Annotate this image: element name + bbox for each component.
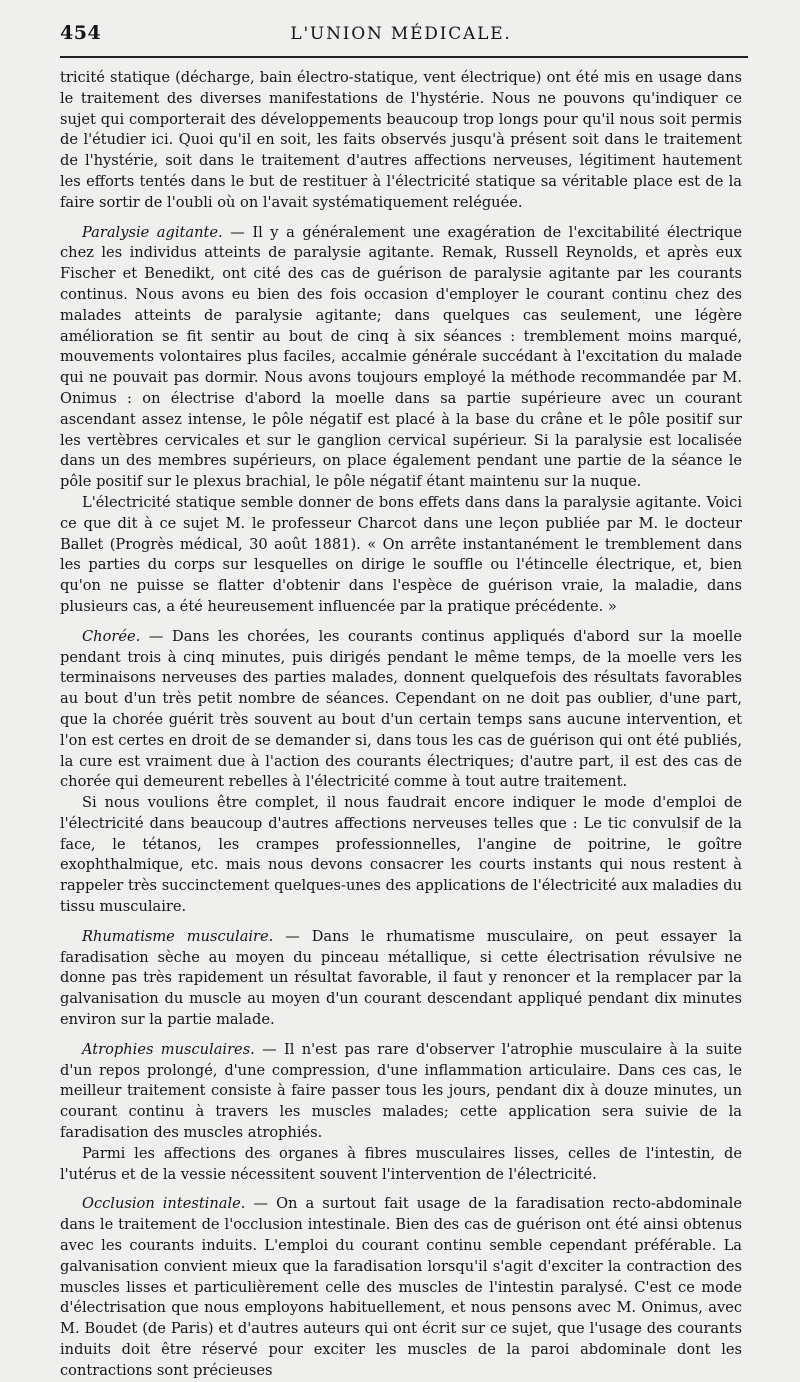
paragraph xyxy=(60,1144,742,1186)
running-title: L'UNION MÉDICALE. xyxy=(290,24,512,44)
paragraph xyxy=(60,493,742,618)
section-atrophies-musculaires xyxy=(60,1040,742,1144)
paragraph-text: — Dans les chorées, les courants continus appliqués d'abord sur la moelle pendant trois à cinq minutes, puis dirigés pendant le même temps, de la moelle vers les terminaisons nerveuses des parties malades, donnent quelquefois des résultats favorables au bout d'un très petit nombre de séances. Cependant on ne doit pas oublier, d'une part, que la chorée guérit très souvent au bout d'un certain temps sans aucune intervention, et l'on est certes en droit de se demander si, dans tous les cas de guérison qui ont été publiés, la cure est vraiment due à l'action des courants électriques; d'autre part, il est des cas de chorée qui demeurent rebelles à l'électricité comme à tout autre traitement. xyxy=(60,627,742,791)
article-body xyxy=(60,68,742,1382)
paragraph-text: — Il n'est pas rare d'observer l'atrophie musculaire à la suite d'un repos prolongé, d'une compression, d'une inflammation articulaire. Dans ces cas, le meilleur traitement consiste à faire passer tous les jours, pendant dix à douze minutes, un courant continu à travers les muscles malades; cette application sera suivie de la faradisation des muscles atrophiés. xyxy=(60,1040,742,1142)
paragraph-text: Si nous voulions être complet, il nous faudrait encore indiquer le mode d'emploi de l'électricité dans beaucoup d'autres affections nerveuses telles que : Le tic convulsif de la face, le tétanos, les crampes professionnelles, l'angine de poitrine, le goître exophthalmique, etc. mais nous devons consacrer les courts instants qui nous restent à rappeler très succinctement quelques-unes des applications de l'électricité aux maladies du tissu musculaire. xyxy=(60,794,742,916)
section-heading: Atrophies musculaires. xyxy=(82,1040,255,1058)
section-heading: Chorée. xyxy=(82,627,141,645)
section-choree xyxy=(60,627,742,793)
paragraph-continuation xyxy=(60,68,742,214)
section-rhumatisme-musculaire xyxy=(60,927,742,1031)
section-paralysie-agitante xyxy=(60,223,742,493)
section-heading: Rhumatisme musculaire. xyxy=(82,927,274,945)
paragraph-text: — On a surtout fait usage de la faradisation recto-abdominale dans le traitement de l'occlusion intestinale. Bien des cas de guérison ont été ainsi obtenus avec les courants induits. L'emploi du courant continu semble cependant préférable. La galvanisation convient mieux que la faradisation lorsqu'il s'agit d'exciter la contraction des muscles lisses et particulièrement celle des muscles de l'intestin paralysé. C'est ce mode d'électrisation que nous employons habituellement, et nous pensons avec M. Onimus, avec M. Boudet (de Paris) et d'autres auteurs qui ont écrit sur ce sujet, que l'usage des courants induits doit être réservé pour exciter les muscles de la paroi abdominale dont les contractions sont précieuses xyxy=(60,1195,742,1379)
header-rule xyxy=(60,56,748,58)
page-number: 454 xyxy=(60,22,102,44)
paragraph-text: — Il y a généralement une exagération de l'excitabilité électrique chez les individus atteints de paralysie agitante. Remak, Russell Reynolds, et après eux Fischer et Benedikt, ont cité des cas de guérison de paralysie agitante par les courants continus. Nous avons eu bien des fois occasion d'employer le courant continu chez des malades atteints de paralysie agitante; dans quelques cas seulement, une légère amélioration se fit sentir au bout de cinq à six séances : tremblement moins marqué, mouvements volontaires plus faciles, accalmie générale succédant à l'excitation du malade qui ne pouvait pas dormir. Nous avons toujours employé la méthode recommandée par M. Onimus : on électrise d'abord la moelle dans sa partie supérieure avec un courant ascendant assez intense, le pôle négatif est placé à la base du crâne et le pôle positif sur les vertèbres cervicales et sur le ganglion cervical supérieur. Si la paralysie est localisée dans un des membres supérieurs, on place également pendant une partie de la séance le pôle positif sur le plexus brachial, le pôle négatif étant maintenu sur la nuque. xyxy=(60,223,743,491)
section-occlusion-intestinale xyxy=(60,1194,742,1381)
section-heading: Paralysie agitante. xyxy=(82,223,223,241)
paragraph-text: L'électricité statique semble donner de bons effets dans dans la paralysie agitante. Voici ce que dit à ce sujet M. le professeur Charcot dans une leçon publiée par M. le docteur Ballet (Progrès médical, 30 août 1881). « On arrête instantanément le tremblement dans les parties du corps sur lesquelles on dirige le souffle ou l'étincelle électrique, et, bien qu'on ne puisse se flatter d'obtenir dans l'espèce de guérison vraie, la maladie, dans plusieurs cas, a été heureusement influencée par la pratique précédente. » xyxy=(60,493,742,615)
section-heading: Occlusion intestinale. xyxy=(82,1195,246,1213)
page-header xyxy=(60,20,742,50)
paragraph-text: Parmi les affections des organes à fibres musculaires lisses, celles de l'intestin, de l'utérus et de la vessie nécessitent souvent l'intervention de l'électricité. xyxy=(60,1144,742,1183)
paragraph xyxy=(60,793,742,918)
paragraph-text: tricité statique (décharge, bain électro-statique, vent électrique) ont été mis en usage dans le traitement des diverses manifestations de l'hystérie. Nous ne pouvons qu'indiquer ce sujet qui comporterait des développements beaucoup trop longs pour qu'il nous soit permis de l'étudier ici. Quoi qu'il en soit, les faits observés jusqu'à présent soit dans le traitement de l'hystérie, soit dans le traitement d'autres affections nerveuses, légitiment hautement les efforts tentés dans le but de restituer à l'électricité statique sa véritable place est de la faire sortir de l'oubli où on l'avait systématiquement reléguée. xyxy=(60,69,742,211)
paragraph-text: — Dans le rhumatisme musculaire, on peut essayer la faradisation sèche au moyen du pinceau métallique, si cette électrisation révulsive ne donne pas très rapidement un résultat favorable, il faut y renoncer et la remplacer par la galvanisation du muscle au moyen d'un courant descendant appliqué pendant dix minutes environ sur la partie malade. xyxy=(60,927,742,1029)
